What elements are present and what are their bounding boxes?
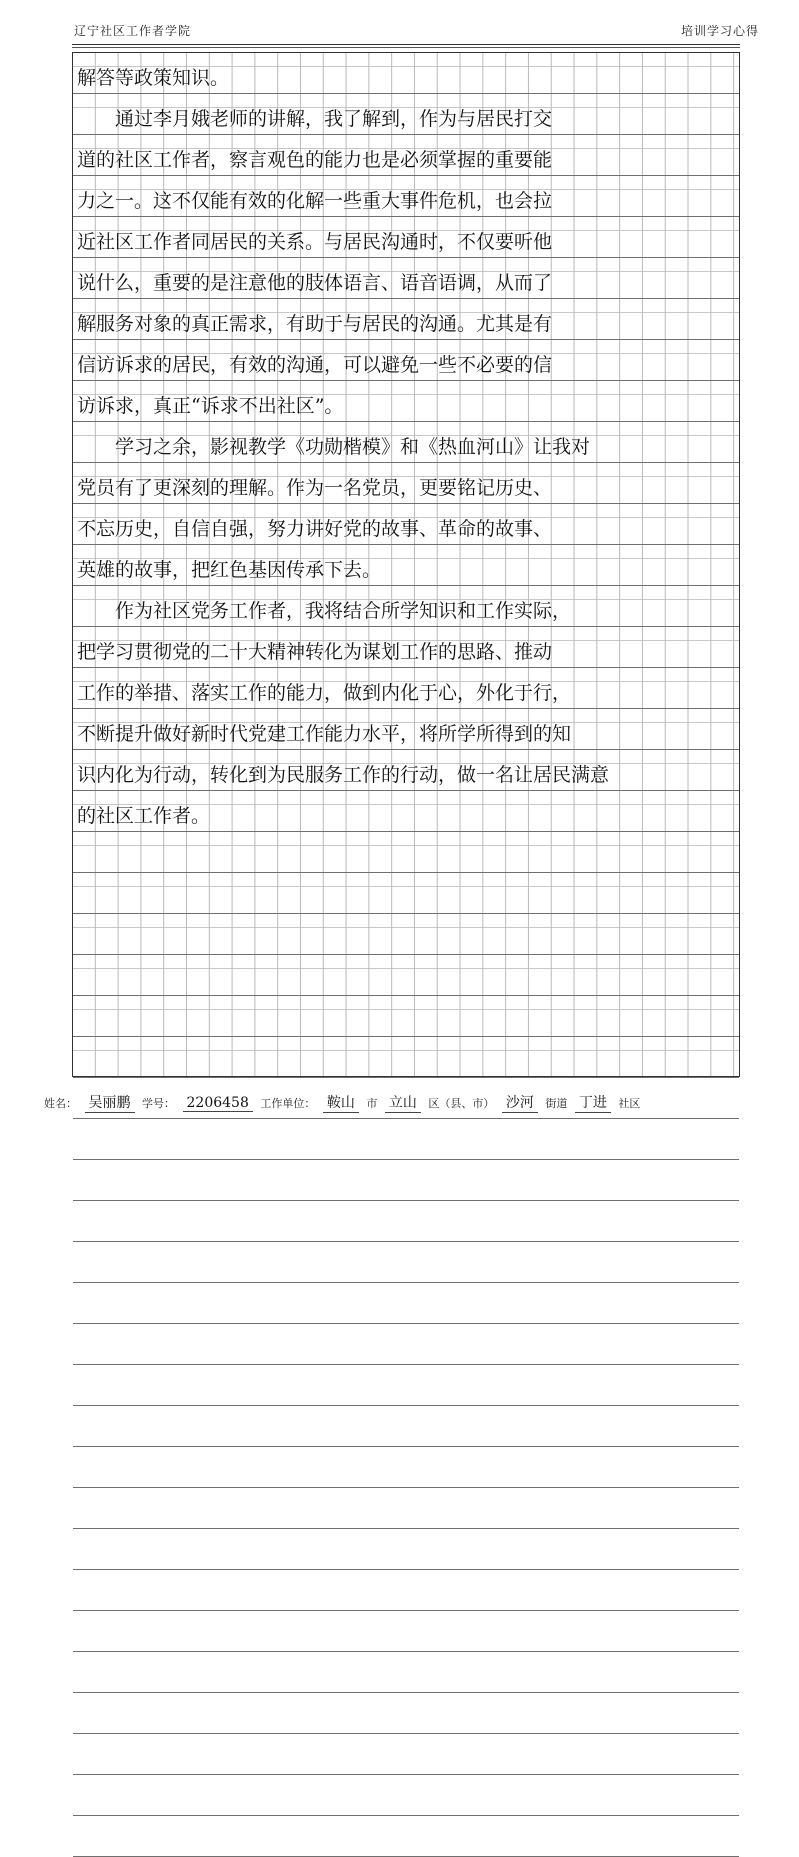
- manuscript-line: [73, 1119, 739, 1160]
- manuscript-line: 访诉求，真正“诉求不出社区”。: [73, 381, 739, 422]
- city-suffix: 市: [366, 1097, 378, 1110]
- manuscript-line: 解答等政策知识。: [73, 53, 739, 94]
- manuscript-line: 信访诉求的居民，有效的沟通，可以避免一些不必要的信: [73, 340, 739, 381]
- footer-info: [44, 1092, 640, 1113]
- work-unit-label: 工作单位：: [260, 1097, 316, 1110]
- header-school-name: 辽宁社区工作者学院: [74, 24, 192, 38]
- student-id-field: 2206458: [183, 1095, 253, 1112]
- district-field: 立山: [385, 1092, 421, 1113]
- header-doc-title: 培训学习心得: [680, 24, 759, 38]
- manuscript-line: 说什么，重要的是注意他的肢体语言、语音语调，从而了: [73, 258, 739, 299]
- manuscript-line: 的社区工作者。: [73, 791, 739, 832]
- manuscript-line: [73, 873, 739, 914]
- city-field: 鞍山: [323, 1092, 359, 1113]
- manuscript-line: 识内化为行动，转化到为民服务工作的行动，做一名让居民满意: [73, 750, 739, 791]
- student-id-label: 学号：: [142, 1097, 175, 1110]
- community-suffix: 社区: [618, 1097, 641, 1110]
- manuscript-line: [73, 1816, 739, 1857]
- manuscript-line: 党员有了更深刻的理解。作为一名党员，更要铭记历史、: [73, 463, 739, 504]
- street-suffix: 街道: [545, 1097, 568, 1110]
- manuscript-line: [73, 1775, 739, 1816]
- district-suffix: 区（县、市）: [428, 1097, 495, 1110]
- manuscript-grid-sheet: [72, 52, 740, 1077]
- manuscript-line: 作为社区党务工作者，我将结合所学知识和工作实际，: [73, 586, 739, 627]
- manuscript-line: [73, 832, 739, 873]
- manuscript-line: [73, 1652, 739, 1693]
- name-label: 姓名：: [44, 1097, 77, 1110]
- manuscript-line: [73, 1529, 739, 1570]
- manuscript-line: 通过李月娥老师的讲解，我了解到，作为与居民打交: [73, 94, 739, 135]
- manuscript-line: 解服务对象的真正需求，有助于与居民的沟通。尤其是有: [73, 299, 739, 340]
- manuscript-line: [73, 1201, 739, 1242]
- manuscript-line: [73, 1570, 739, 1611]
- header-rule: [72, 44, 740, 45]
- manuscript-line: [73, 955, 739, 996]
- manuscript-line: 近社区工作者同居民的关系。与居民沟通时，不仅要听他: [73, 217, 739, 258]
- manuscript-line: 工作的举措、落实工作的能力，做到内化于心，外化于行，: [73, 668, 739, 709]
- manuscript-line: [73, 1488, 739, 1529]
- header-rule-double: [72, 47, 740, 48]
- street-field: 沙河: [502, 1092, 538, 1113]
- manuscript-line: [73, 1037, 739, 1078]
- manuscript-line: [73, 1447, 739, 1488]
- manuscript-line: [73, 1406, 739, 1447]
- community-field: 丁进: [575, 1092, 611, 1113]
- manuscript-line: 不忘历史，自信自强，努力讲好党的故事、革命的故事、: [73, 504, 739, 545]
- name-field: 吴丽鹏: [85, 1092, 135, 1113]
- manuscript-line: [73, 914, 739, 955]
- manuscript-line: 力之一。这不仅能有效的化解一些重大事件危机，也会拉: [73, 176, 739, 217]
- manuscript-line: [73, 1693, 739, 1734]
- manuscript-line: 不断提升做好新时代党建工作能力水平，将所学所得到的知: [73, 709, 739, 750]
- manuscript-line: [73, 1160, 739, 1201]
- manuscript-line: 学习之余，影视教学《功勋楷模》和《热血河山》让我对: [73, 422, 739, 463]
- manuscript-line: 英雄的故事，把红色基因传承下去。: [73, 545, 739, 586]
- manuscript-line: [73, 1611, 739, 1652]
- manuscript-line: [73, 1324, 739, 1365]
- manuscript-line: [73, 1734, 739, 1775]
- manuscript-line: 把学习贯彻党的二十大精神转化为谋划工作的思路、推动: [73, 627, 739, 668]
- manuscript-line: [73, 996, 739, 1037]
- manuscript-line: [73, 1283, 739, 1324]
- manuscript-line: [73, 1242, 739, 1283]
- manuscript-line: [73, 1365, 739, 1406]
- manuscript-line: 道的社区工作者，察言观色的能力也是必须掌握的重要能: [73, 135, 739, 176]
